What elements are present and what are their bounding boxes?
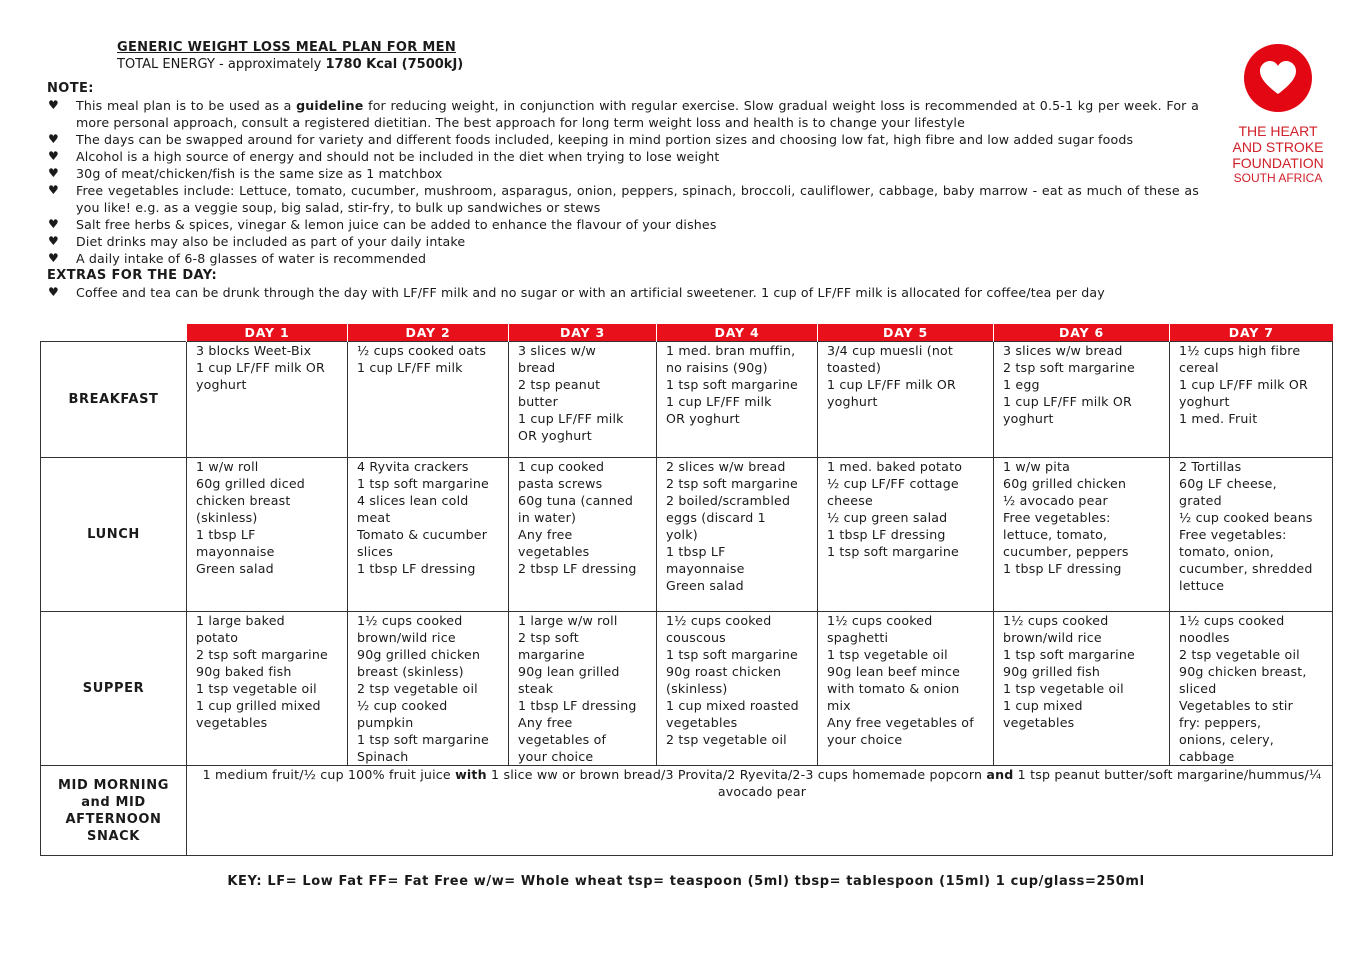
cell-line: ½ cup cooked [357,698,448,713]
heart-bullet-icon: ♥ [48,132,59,146]
meal-cell-day-1 [187,612,348,766]
snack-text: 1 tsp peanut butter/soft margarine/hummus/¼ avocado pear [717,767,1322,799]
extras-heading: EXTRAS FOR THE DAY: [47,268,218,283]
cell-line: 1 cup LF/FF milk OR [827,377,956,392]
snack-label [41,766,187,856]
logo-line-1: THE HEART [1238,123,1318,139]
cell-line: no raisins (90g) [666,360,768,375]
cell-line: yoghurt [1179,394,1230,409]
header-blank-cell [41,324,187,342]
cell-line: mix [827,698,851,713]
cell-line: 1 tbsp LF [666,544,726,559]
cell-line: pumpkin [357,715,414,730]
cell-line: 1 tsp soft margarine [666,647,798,662]
cell-line: chicken breast [196,493,291,508]
cell-line: Any free [518,715,573,730]
note-item [47,97,1199,131]
cell-line: your choice [518,749,594,764]
meal-cell-day-6 [994,342,1170,458]
heart-icon [1258,60,1298,98]
note-item [47,148,1199,165]
cell-line: cucumber, peppers [1003,544,1129,559]
abbreviation-key: KEY: LF= Low Fat FF= Fat Free w/w= Whole wheat tsp= teaspoon (5ml) tbsp= tablespoon (15ml) 1 cup/glass=250ml [227,874,1145,889]
note-text: Alcohol is a high source of energy and should not be included in the diet when trying to lose weight [76,149,720,164]
cell-line: 2 tbsp LF dressing [518,561,637,576]
logo-circle [1244,44,1312,112]
meal-cell-day-5 [818,342,994,458]
meal-cell-day-7 [1170,458,1333,612]
cell-line: (skinless) [666,681,728,696]
cell-line: cucumber, shredded [1179,561,1313,576]
cell-line: 90g grilled chicken [357,647,481,662]
logo-line-3: FOUNDATION [1232,155,1324,171]
cell-line: 1 tsp vegetable oil [827,647,948,662]
cell-line: toasted) [827,360,882,375]
cell-line: onions, celery, [1179,732,1274,747]
meal-cell-day-3 [509,612,657,766]
heart-bullet-icon: ♥ [48,285,59,299]
cell-line: 3/4 cup muesli (not [827,343,954,358]
meal-cell-day-2 [348,612,509,766]
cell-line: 1 cup mixed roasted [666,698,799,713]
cell-line: eggs (discard 1 [666,510,766,525]
cell-line: your choice [827,732,903,747]
cell-line: 1 cup LF/FF milk [357,360,463,375]
cell-line: ½ cup LF/FF cottage [827,476,959,491]
cell-line: 90g chicken breast, [1179,664,1307,679]
title-block [117,39,463,73]
cell-line: 1½ cups cooked [357,613,463,628]
cell-line: 90g lean beef mince [827,664,961,679]
document-title: GENERIC WEIGHT LOSS MEAL PLAN FOR MEN [117,40,456,55]
cell-line: 3 slices w/w bread [1003,343,1123,358]
cell-line: (skinless) [196,510,258,525]
cell-line: 60g grilled diced [196,476,305,491]
cell-line: vegetables [196,715,268,730]
cell-line: 1 cup cooked [518,459,605,474]
cell-line: 1 tsp vegetable oil [196,681,317,696]
cell-line: 1½ cups high fibre [1179,343,1301,358]
notes-section [47,80,1199,301]
note-list [47,97,1199,267]
cell-line: 90g lean grilled [518,664,620,679]
cell-line: 2 boiled/scrambled [666,493,791,508]
cell-line: ½ avocado pear [1003,493,1108,508]
cell-line: Free vegetables: [1003,510,1111,525]
note-text: Diet drinks may also be included as part of your daily intake [76,234,466,249]
heart-bullet-icon: ♥ [48,166,59,180]
snack-description [187,766,1333,856]
note-text: Free vegetables include: Lettuce, tomato, cucumber, mushroom, asparagus, onion, peppers, spinach, broccoli, cauliflower, cabbage, baby marrow - eat as much of these as you like! e.g. as a veggie soup, big salad, stir-fry, to bulk up sandwiches or stews [76,183,1199,215]
note-text: A daily intake of 6-8 glasses of water is recommended [76,251,427,266]
cell-line: OR yoghurt [518,428,592,443]
meal-cell-day-5 [818,612,994,766]
snack-text: 1 medium fruit/½ cup 100% fruit juice [202,767,456,782]
heart-foundation-logo [1226,44,1330,185]
cell-line: 1½ cups cooked [666,613,772,628]
meal-cell-day-3 [509,342,657,458]
day-header-6: DAY 6 [994,324,1170,342]
meal-cell-day-3 [509,458,657,612]
cell-line: potato [196,630,239,645]
cell-line: couscous [666,630,726,645]
cell-line: vegetables of [518,732,607,747]
cell-line: vegetables [1003,715,1075,730]
cell-line: Any free vegetables of [827,715,974,730]
cell-line: 1½ cups cooked [827,613,933,628]
cell-line: 90g baked fish [196,664,292,679]
note-text-continued: for reducing weight, in conjunction with regular exercise. Slow gradual weight loss is recommended at 0.5-1 kg per week. For a more personal approach, consult a registered dietitian. The best approach for long term weight loss and health is to change your lifestyle [76,98,1199,130]
cell-line: cereal [1179,360,1219,375]
cell-line: Free vegetables: [1179,527,1287,542]
cell-line: Tomato & cucumber [357,527,488,542]
cell-line: 1 egg [1003,377,1040,392]
meal-cell-day-1 [187,458,348,612]
cell-line: 60g grilled chicken [1003,476,1127,491]
cell-line: slices [357,544,393,559]
cell-line: 1 w/w roll [196,459,259,474]
extras-text: Coffee and tea can be drunk through the day with LF/FF milk and no sugar or with an artificial sweetener. 1 cup of LF/FF milk is allocated for coffee/tea per day [76,285,1105,300]
energy-value: 1780 Kcal (7500kJ) [325,57,464,72]
total-energy [117,56,463,73]
cell-line: 1 cup LF/FF milk OR [1179,377,1308,392]
cell-line: 1 cup LF/FF milk OR [196,360,325,375]
cell-line: butter [518,394,558,409]
cell-line: 2 tsp soft [518,630,579,645]
cell-line: 1 med. Fruit [1179,411,1258,426]
day-header-2: DAY 2 [348,324,509,342]
meal-cell-day-4 [657,458,818,612]
meal-cell-day-2 [348,458,509,612]
logo-text [1226,123,1330,185]
cell-line: spaghetti [827,630,889,645]
cell-line: brown/wild rice [357,630,456,645]
cell-line: breast (skinless) [357,664,464,679]
meal-cell-day-5 [818,458,994,612]
cell-line: 2 tsp vegetable oil [1179,647,1300,662]
day-header-5: DAY 5 [818,324,994,342]
cell-line: noodles [1179,630,1230,645]
cell-line: sliced [1179,681,1217,696]
logo-line-4: SOUTH AFRICA [1233,171,1323,185]
cell-line: Green salad [196,561,274,576]
day-header-row [41,324,1333,342]
cell-line: margarine [518,647,585,662]
cell-line: tomato, onion, [1179,544,1274,559]
cell-line: 60g LF cheese, [1179,476,1277,491]
cell-line: 1 cup mixed [1003,698,1083,713]
cell-line: 1 tsp soft margarine [827,544,959,559]
heart-bullet-icon: ♥ [48,251,59,265]
cell-line: 3 slices w/w [518,343,597,358]
cell-line: 2 Tortillas [1179,459,1242,474]
snack-label-line: MID MORNING [58,777,169,793]
meal-label: LUNCH [41,458,187,612]
cell-line: 1 tsp soft margarine [357,732,489,747]
cell-line: 1 med. bran muffin, [666,343,796,358]
cell-line: steak [518,681,554,696]
snack-emphasis: with [455,767,487,782]
cell-line: 2 tsp vegetable oil [357,681,478,696]
cell-line: 2 tsp peanut [518,377,601,392]
day-header-1: DAY 1 [187,324,348,342]
cell-line: bread [518,360,556,375]
cell-line: 1 cup LF/FF milk OR [1003,394,1132,409]
snack-label-line: AFTERNOON [65,811,162,827]
cell-line: 1 med. baked potato [827,459,963,474]
day-header-7: DAY 7 [1170,324,1333,342]
cell-line: in water) [518,510,577,525]
cell-line: grated [1179,493,1222,508]
cell-line: cheese [827,493,873,508]
snack-text: 1 slice ww or brown bread/3 Provita/2 Ryevita/2-3 cups homemade popcorn [486,767,987,782]
cell-line: 1 large baked [196,613,285,628]
cell-line: OR yoghurt [666,411,740,426]
cell-line: Any free [518,527,573,542]
cell-line: meat [357,510,391,525]
meal-cell-day-6 [994,612,1170,766]
cell-line: 1 tsp soft margarine [1003,647,1135,662]
heart-bullet-icon: ♥ [48,149,59,163]
heart-bullet-icon: ♥ [48,217,59,231]
cell-line: yoghurt [196,377,247,392]
cell-line: ½ cup green salad [827,510,948,525]
cell-line: Green salad [666,578,744,593]
meal-row-snack [41,766,1333,856]
meal-row-lunch [41,458,1333,612]
meal-label: SUPPER [41,612,187,766]
heart-bullet-icon: ♥ [48,98,59,112]
note-heading: NOTE: [47,81,94,96]
meal-cell-day-7 [1170,612,1333,766]
note-text: 30g of meat/chicken/fish is the same size as 1 matchbox [76,166,443,181]
extras-item [47,284,1199,301]
cell-line: ½ cups cooked oats [357,343,487,358]
logo-line-2: AND STROKE [1232,139,1324,155]
cell-line: 1½ cups cooked [1179,613,1285,628]
cell-line: lettuce, tomato, [1003,527,1108,542]
cell-line: vegetables [666,715,738,730]
note-item [47,216,1199,233]
cell-line: Spinach [357,749,409,764]
meal-label: BREAKFAST [41,342,187,458]
meal-cell-day-2 [348,342,509,458]
cell-line: 2 tsp soft margarine [196,647,328,662]
cell-line: 1 tbsp LF dressing [1003,561,1122,576]
note-item [47,182,1199,216]
cell-line: 1 large w/w roll [518,613,618,628]
meal-plan-table [40,324,1333,856]
cell-line: yolk) [666,527,698,542]
cell-line: with tomato & onion [827,681,960,696]
cell-line: vegetables [518,544,590,559]
cell-line: ½ cup cooked beans [1179,510,1313,525]
cell-line: fry: peppers, [1179,715,1262,730]
cell-line: 2 slices w/w bread [666,459,786,474]
cell-line: 1 tbsp LF [196,527,256,542]
heart-bullet-icon: ♥ [48,183,59,197]
cell-line: pasta screws [518,476,603,491]
meal-cell-day-6 [994,458,1170,612]
cell-line: 1 tbsp LF dressing [827,527,946,542]
note-text: The days can be swapped around for variety and different foods included, keeping in mind portion sizes and choosing low fat, high fibre and low added sugar foods [76,132,1134,147]
cell-line: cabbage [1179,749,1235,764]
meal-cell-day-4 [657,612,818,766]
snack-emphasis: and [986,767,1014,782]
cell-line: 3 blocks Weet-Bix [196,343,312,358]
cell-line: 1½ cups cooked [1003,613,1109,628]
meal-rows [41,342,1333,856]
meal-cell-day-4 [657,342,818,458]
cell-line: 90g grilled fish [1003,664,1101,679]
snack-label-line: SNACK [87,828,140,844]
cell-line: mayonnaise [666,561,745,576]
meal-row-supper [41,612,1333,766]
cell-line: yoghurt [1003,411,1054,426]
note-text: This meal plan is to be used as a [76,98,297,113]
note-item [47,131,1199,148]
day-header-3: DAY 3 [509,324,657,342]
cell-line: 60g tuna (canned [518,493,634,508]
cell-line: 1 tsp soft margarine [357,476,489,491]
cell-line: 1 cup LF/FF milk [518,411,624,426]
cell-line: 90g roast chicken [666,664,782,679]
snack-label-line: and MID [81,794,146,810]
cell-line: mayonnaise [196,544,275,559]
note-item [47,233,1199,250]
heart-bullet-icon: ♥ [48,234,59,248]
cell-line: 2 tsp soft margarine [1003,360,1135,375]
cell-line: Vegetables to stir [1179,698,1294,713]
extras-list [47,284,1199,301]
cell-line: 1 cup grilled mixed [196,698,321,713]
cell-line: 1 cup LF/FF milk [666,394,772,409]
cell-line: 1 tsp soft margarine [666,377,798,392]
cell-line: yoghurt [827,394,878,409]
energy-prefix: TOTAL ENERGY - approximately [117,57,326,72]
meal-cell-day-7 [1170,342,1333,458]
cell-line: 2 tsp soft margarine [666,476,798,491]
cell-line: 1 tbsp LF dressing [357,561,476,576]
meal-row-breakfast [41,342,1333,458]
day-header-4: DAY 4 [657,324,818,342]
cell-line: 1 w/w pita [1003,459,1071,474]
cell-line: 2 tsp vegetable oil [666,732,787,747]
note-text: Salt free herbs & spices, vinegar & lemon juice can be added to enhance the flavour of your dishes [76,217,717,232]
cell-line: 1 tbsp LF dressing [518,698,637,713]
cell-line: 4 Ryvita crackers [357,459,469,474]
meal-cell-day-1 [187,342,348,458]
note-item [47,250,1199,267]
cell-line: lettuce [1179,578,1225,593]
cell-line: 1 tsp vegetable oil [1003,681,1124,696]
note-emphasis: guideline [296,98,364,113]
cell-line: 4 slices lean cold [357,493,469,508]
cell-line: brown/wild rice [1003,630,1102,645]
note-item [47,165,1199,182]
